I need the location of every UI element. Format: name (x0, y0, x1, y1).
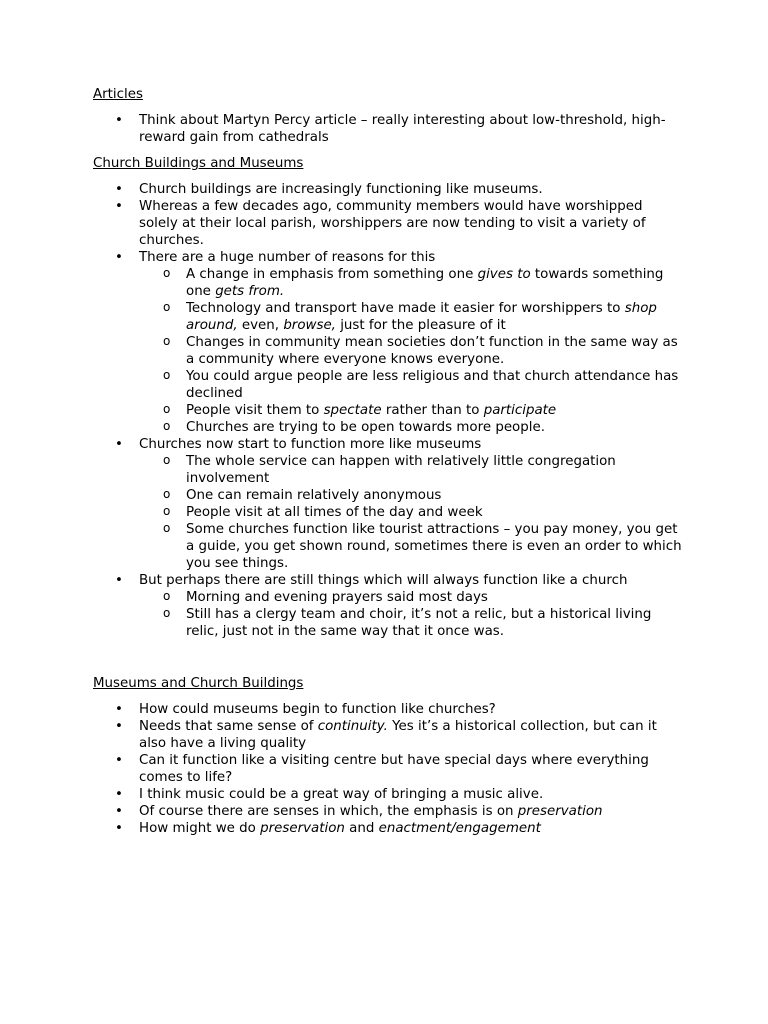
text-run: There are a huge number of reasons for this (139, 250, 436, 265)
text-run: A change in emphasis from something one (186, 267, 478, 282)
italic-text: browse, (283, 318, 336, 333)
text-run: I think music could be a great way of bringing a music alive. (139, 787, 544, 802)
text-run: How could museums begin to function like churches? (139, 702, 496, 717)
list-item-text (139, 182, 543, 197)
document-page (93, 86, 683, 846)
text-run: People visit them to (186, 403, 324, 418)
sub-list-item (93, 419, 683, 436)
bullet-icon: • (115, 573, 123, 588)
text-run: Think about Martyn Percy article – really interesting about low-threshold, high-reward gain from cathedrals (139, 113, 666, 145)
italic-text: participate (483, 403, 557, 418)
list-item-text (139, 719, 657, 751)
circle-bullet-icon: o (163, 487, 171, 501)
list-item-text (139, 787, 543, 802)
text-run: People visit at all times of the day and week (186, 505, 483, 520)
text-run: Some churches function like tourist attractions – you pay money, you get a guide, you get shown round, sometimes there is even an order to which you see things. (186, 522, 682, 571)
circle-bullet-icon: o (163, 402, 171, 416)
italic-text: shop around, (186, 301, 657, 333)
circle-bullet-icon: o (163, 266, 171, 280)
text-run: How might we do (139, 821, 261, 836)
circle-bullet-icon: o (163, 606, 171, 620)
text-run: Churches are trying to be open towards more people. (186, 420, 545, 435)
sub-list-item (93, 266, 683, 300)
sub-list-item (93, 334, 683, 368)
sub-list-item (93, 300, 683, 334)
list-item (93, 718, 683, 752)
bullet-icon: • (115, 821, 123, 836)
list-item-text (139, 437, 481, 452)
sub-list (139, 589, 683, 640)
text-run: just for the pleasure of it (335, 318, 506, 333)
list-item-text (139, 113, 666, 145)
list-item-text (139, 702, 496, 717)
list-item (93, 803, 683, 820)
list-item (93, 436, 683, 572)
list-item-text (139, 573, 627, 588)
text-run: But perhaps there are still things which will always function like a church (139, 573, 628, 588)
italic-text: preservation (517, 804, 603, 819)
list-item (93, 701, 683, 718)
list-item (93, 786, 683, 803)
text-run: Of course there are senses in which, the emphasis is on (139, 804, 518, 819)
bullet-list (93, 112, 683, 146)
bullet-icon: • (115, 113, 123, 128)
italic-text: gets from. (215, 284, 285, 299)
circle-bullet-icon: o (163, 589, 171, 603)
italic-text: preservation (260, 821, 345, 836)
circle-bullet-icon: o (163, 419, 171, 433)
section-heading: Church Buildings and Museums (93, 156, 304, 171)
sub-list-item (93, 606, 683, 640)
text-run: Can it function like a visiting centre but have special days where everything comes to life? (139, 753, 649, 785)
sub-list-item (93, 504, 683, 521)
sub-list-item (93, 521, 683, 572)
bullet-icon: • (115, 753, 123, 768)
bullet-icon: • (115, 702, 123, 717)
italic-text: gives to (477, 267, 531, 282)
bullet-icon: • (115, 250, 123, 265)
text-run: Churches now start to function more like museums (139, 437, 482, 452)
text-run: Needs that same sense of (139, 719, 318, 734)
italic-text: spectate (323, 403, 382, 418)
list-item-text (139, 804, 603, 819)
sub-list-item (93, 368, 683, 402)
sub-list (139, 453, 683, 572)
bullet-icon: • (115, 182, 123, 197)
text-run: The whole service can happen with relatively little congregation involvement (186, 454, 616, 486)
sub-list (139, 266, 683, 436)
list-item-text (139, 821, 541, 836)
circle-bullet-icon: o (163, 334, 171, 348)
text-run: rather than to (381, 403, 484, 418)
italic-text: continuity. (317, 719, 388, 734)
list-item (93, 181, 683, 198)
text-run: and (344, 821, 379, 836)
bullet-list (93, 701, 683, 837)
bullet-icon: • (115, 787, 123, 802)
section-heading: Articles (93, 87, 143, 102)
text-run: One can remain relatively anonymous (186, 488, 442, 503)
circle-bullet-icon: o (163, 504, 171, 518)
text-run: Changes in community mean societies don’t function in the same way as a community where everyone knows everyone. (186, 335, 678, 367)
list-item-text (139, 753, 649, 785)
list-item (93, 112, 683, 146)
bullet-list (93, 181, 683, 640)
bullet-icon: • (115, 804, 123, 819)
bullet-icon: • (115, 719, 123, 734)
list-item (93, 820, 683, 837)
circle-bullet-icon: o (163, 368, 171, 382)
sub-list-item (93, 402, 683, 419)
text-run: Yes it’s a historical collection, but can it also have a living quality (139, 719, 657, 751)
list-item-text (139, 250, 435, 265)
text-run: towards something one (186, 267, 664, 299)
text-run: You could argue people are less religious and that church attendance has declined (186, 369, 679, 401)
sub-list-item (93, 589, 683, 606)
section-spacer (93, 649, 683, 675)
list-item (93, 198, 683, 249)
bullet-icon: • (115, 437, 123, 452)
text-run: Morning and evening prayers said most days (186, 590, 488, 605)
sub-list-item (93, 487, 683, 504)
circle-bullet-icon: o (163, 300, 171, 314)
list-item (93, 752, 683, 786)
circle-bullet-icon: o (163, 453, 171, 467)
text-run: Technology and transport have made it easier for worshippers to (186, 301, 625, 316)
list-item (93, 249, 683, 436)
text-run: even, (237, 318, 284, 333)
italic-text: enactment/engagement (378, 821, 541, 836)
list-item (93, 572, 683, 640)
section-heading: Museums and Church Buildings (93, 676, 304, 691)
circle-bullet-icon: o (163, 521, 171, 535)
list-item-text (139, 199, 646, 248)
text-run: Whereas a few decades ago, community members would have worshipped solely at their local parish, worshippers are now tending to visit a variety of churches. (139, 199, 646, 248)
bullet-icon: • (115, 199, 123, 214)
sub-list-item (93, 453, 683, 487)
text-run: Still has a clergy team and choir, it’s not a relic, but a historical living relic, just not in the same way that it once was. (186, 607, 652, 639)
text-run: Church buildings are increasingly functioning like museums. (139, 182, 543, 197)
